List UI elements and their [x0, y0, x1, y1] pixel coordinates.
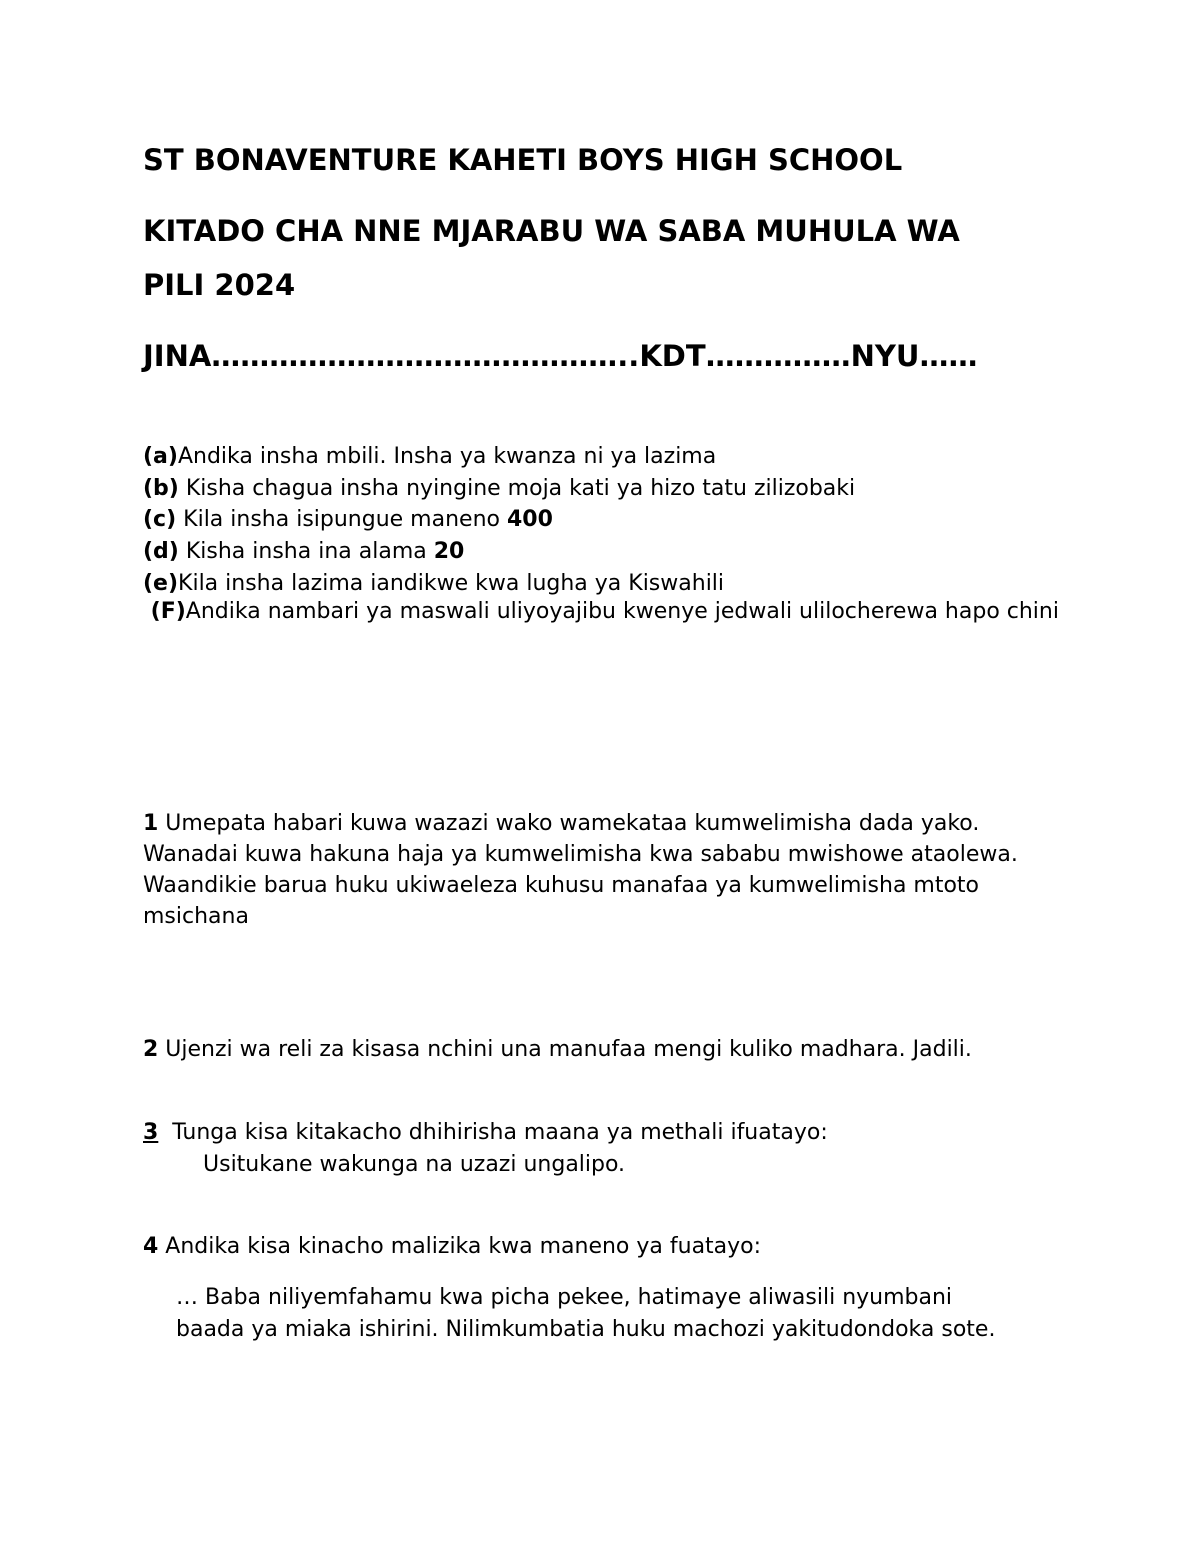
question-text: Andika kisa kinacho malizika kwa maneno ya fuatayo:: [158, 1234, 762, 1259]
instruction-text: Kisha insha ina alama: [178, 539, 434, 564]
exam-title-line-1: KITADO CHA NNE MJARABU WA SABA MUHULA WA: [143, 214, 960, 248]
instruction-text: Kila insha lazima iandikwe kwa lugha ya Kiswahili: [178, 571, 725, 596]
instruction-text: Andika insha mbili. Insha ya kwanza ni ya lazima: [177, 444, 717, 469]
proverb: Usitukane wakunga na uzazi ungalipo.: [203, 1152, 626, 1177]
question-1: [143, 808, 1063, 932]
question-text: Umepata habari kuwa wazazi wako wamekataa kumwelimisha dada yako. Wanadai kuwa hakuna haja ya kumwelimisha kwa sababu mwishowe ataolewa. Waandikie barua huku ukiwaeleza kuhusu manafaa ya kumwelimisha mtoto msichana: [143, 811, 1018, 929]
instruction-text: Kisha chagua insha nyingine moja kati ya hizo tatu zilizobaki: [178, 476, 856, 501]
instruction-marker: (b): [143, 476, 179, 501]
story-ending-line-1: … Baba niliyemfahamu kwa picha pekee, hatimaye aliwasili nyumbani: [176, 1285, 953, 1310]
question-4: [143, 1232, 761, 1262]
instruction-f: [143, 598, 1063, 626]
question-number: 4: [143, 1234, 159, 1259]
instruction-d: [143, 537, 464, 567]
instruction-a: [143, 442, 716, 472]
student-fields-line: JINA……………………………………..KDT……………NYU……: [143, 339, 978, 373]
question-number: 2: [143, 1037, 159, 1062]
instruction-marker: (F): [143, 599, 186, 624]
story-ending-line-2: baada ya miaka ishirini. Nilimkumbatia huku machozi yakitudondoka sote.: [176, 1317, 996, 1342]
instruction-b: [143, 474, 855, 504]
instruction-marker: (c): [143, 507, 177, 532]
instruction-e: [143, 569, 724, 599]
word-count-value: 400: [506, 507, 553, 532]
question-text: Tunga kisa kitakacho dhihirisha maana ya methali ifuatayo:: [158, 1120, 828, 1145]
instruction-marker: (a): [143, 444, 178, 469]
instruction-text: Kila insha isipungue maneno: [176, 507, 507, 532]
question-number: 1: [143, 811, 159, 836]
instruction-marker: (e): [143, 571, 179, 596]
question-number: 3: [143, 1120, 159, 1145]
exam-title-line-2: PILI 2024: [143, 268, 296, 302]
school-name: ST BONAVENTURE KAHETI BOYS HIGH SCHOOL: [143, 143, 903, 177]
marks-value: 20: [433, 539, 465, 564]
question-3: [143, 1118, 828, 1148]
question-2: [143, 1035, 972, 1065]
instruction-text: Andika nambari ya maswali uliyoyajibu kwenye jedwali ulilocherewa hapo chini: [185, 599, 1059, 624]
instruction-c: [143, 505, 553, 535]
question-text: Ujenzi wa reli za kisasa nchini una manufaa mengi kuliko madhara. Jadili.: [158, 1037, 972, 1062]
instruction-marker: (d): [143, 539, 179, 564]
